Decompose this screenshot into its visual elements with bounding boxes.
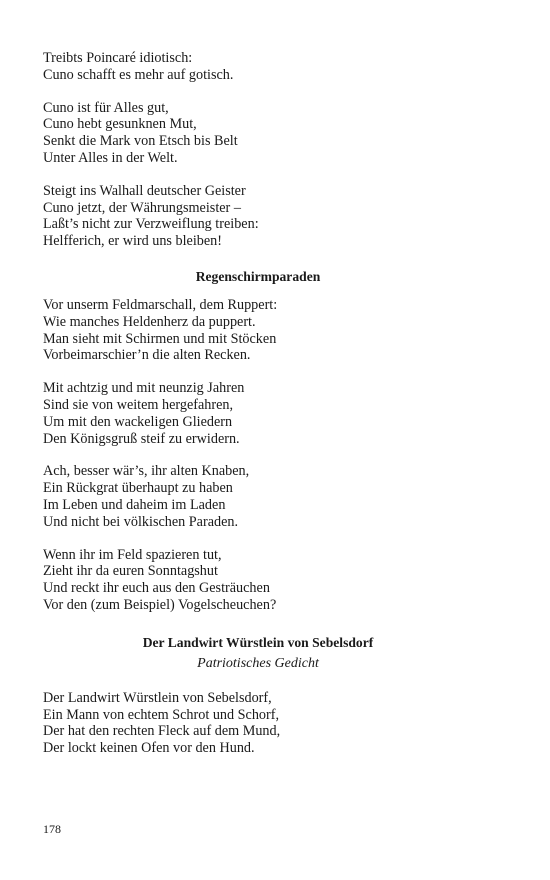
stanza	[43, 50, 473, 84]
verse-line: Vorbeimarschier’n die alten Recken.	[43, 347, 251, 364]
stanza	[43, 100, 473, 167]
poem-page	[43, 50, 473, 773]
verse-line: Vor den (zum Beispiel) Vogelscheuchen?	[43, 596, 277, 613]
verse-line: Um mit den wackeligen Gliedern	[43, 413, 233, 430]
verse-line: Cuno ist für Alles gut,	[43, 99, 169, 116]
verse-line: Mit achtzig und mit neunzig Jahren	[43, 380, 245, 397]
verse-line: Ach, besser wär’s, ihr alten Knaben,	[43, 463, 250, 480]
verse-line: Man sieht mit Schirmen und mit Stöcken	[43, 330, 277, 347]
verse-line: Im Leben und daheim im Laden	[43, 496, 226, 513]
stanza	[43, 463, 473, 530]
verse-line: Senkt die Mark von Etsch bis Belt	[43, 133, 238, 150]
verse-line: Der Landwirt Würstlein von Sebelsdorf,	[43, 689, 272, 706]
poem-title: Regenschirmparaden	[195, 268, 321, 284]
verse-line: Steigt ins Walhall deutscher Geister	[43, 182, 246, 199]
verse-line: Unter Alles in der Welt.	[43, 149, 178, 166]
verse-line: Ein Mann von echtem Schrot und Schorf,	[43, 706, 280, 723]
stanza	[43, 380, 473, 447]
verse-line: Cuno jetzt, der Währungsmeister –	[43, 199, 241, 216]
verse-line: Sind sie von weitem hergefahren,	[43, 396, 234, 413]
verse-line: Der lockt keinen Ofen vor den Hund.	[43, 740, 255, 757]
verse-line: Vor unserm Feldmarschall, dem Ruppert:	[43, 296, 278, 313]
poem-subtitle: Patriotisches Gedicht	[197, 655, 319, 671]
stanza	[43, 547, 473, 614]
verse-line: Cuno hebt gesunknen Mut,	[43, 116, 197, 133]
verse-line: Den Königsgruß steif zu erwidern.	[43, 430, 240, 447]
verse-line: Der hat den rechten Fleck auf dem Mund,	[43, 723, 281, 740]
poem-title: Der Landwirt Würstlein von Sebelsdorf	[142, 634, 374, 650]
stanza	[43, 297, 473, 364]
verse-line: Und nicht bei völkischen Paraden.	[43, 513, 239, 530]
verse-line: Wenn ihr im Feld spazieren tut,	[43, 546, 222, 563]
stanza	[43, 690, 473, 757]
stanza	[43, 183, 473, 250]
verse-line: Und reckt ihr euch aus den Gesträuchen	[43, 580, 270, 597]
verse-line: Cuno schafft es mehr auf gotisch.	[43, 66, 234, 83]
verse-line: Wie manches Heldenherz da puppert.	[43, 313, 256, 330]
page-number: 178	[43, 822, 61, 836]
verse-line: Laßt’s nicht zur Verzweiflung treiben:	[43, 216, 259, 233]
verse-line: Helfferich, er wird uns bleiben!	[43, 233, 222, 250]
verse-line: Ein Rückgrat überhaupt zu haben	[43, 480, 233, 497]
verse-line: Treibts Poincaré idiotisch:	[43, 50, 193, 66]
verse-line: Zieht ihr da euren Sonntagshut	[43, 563, 218, 580]
